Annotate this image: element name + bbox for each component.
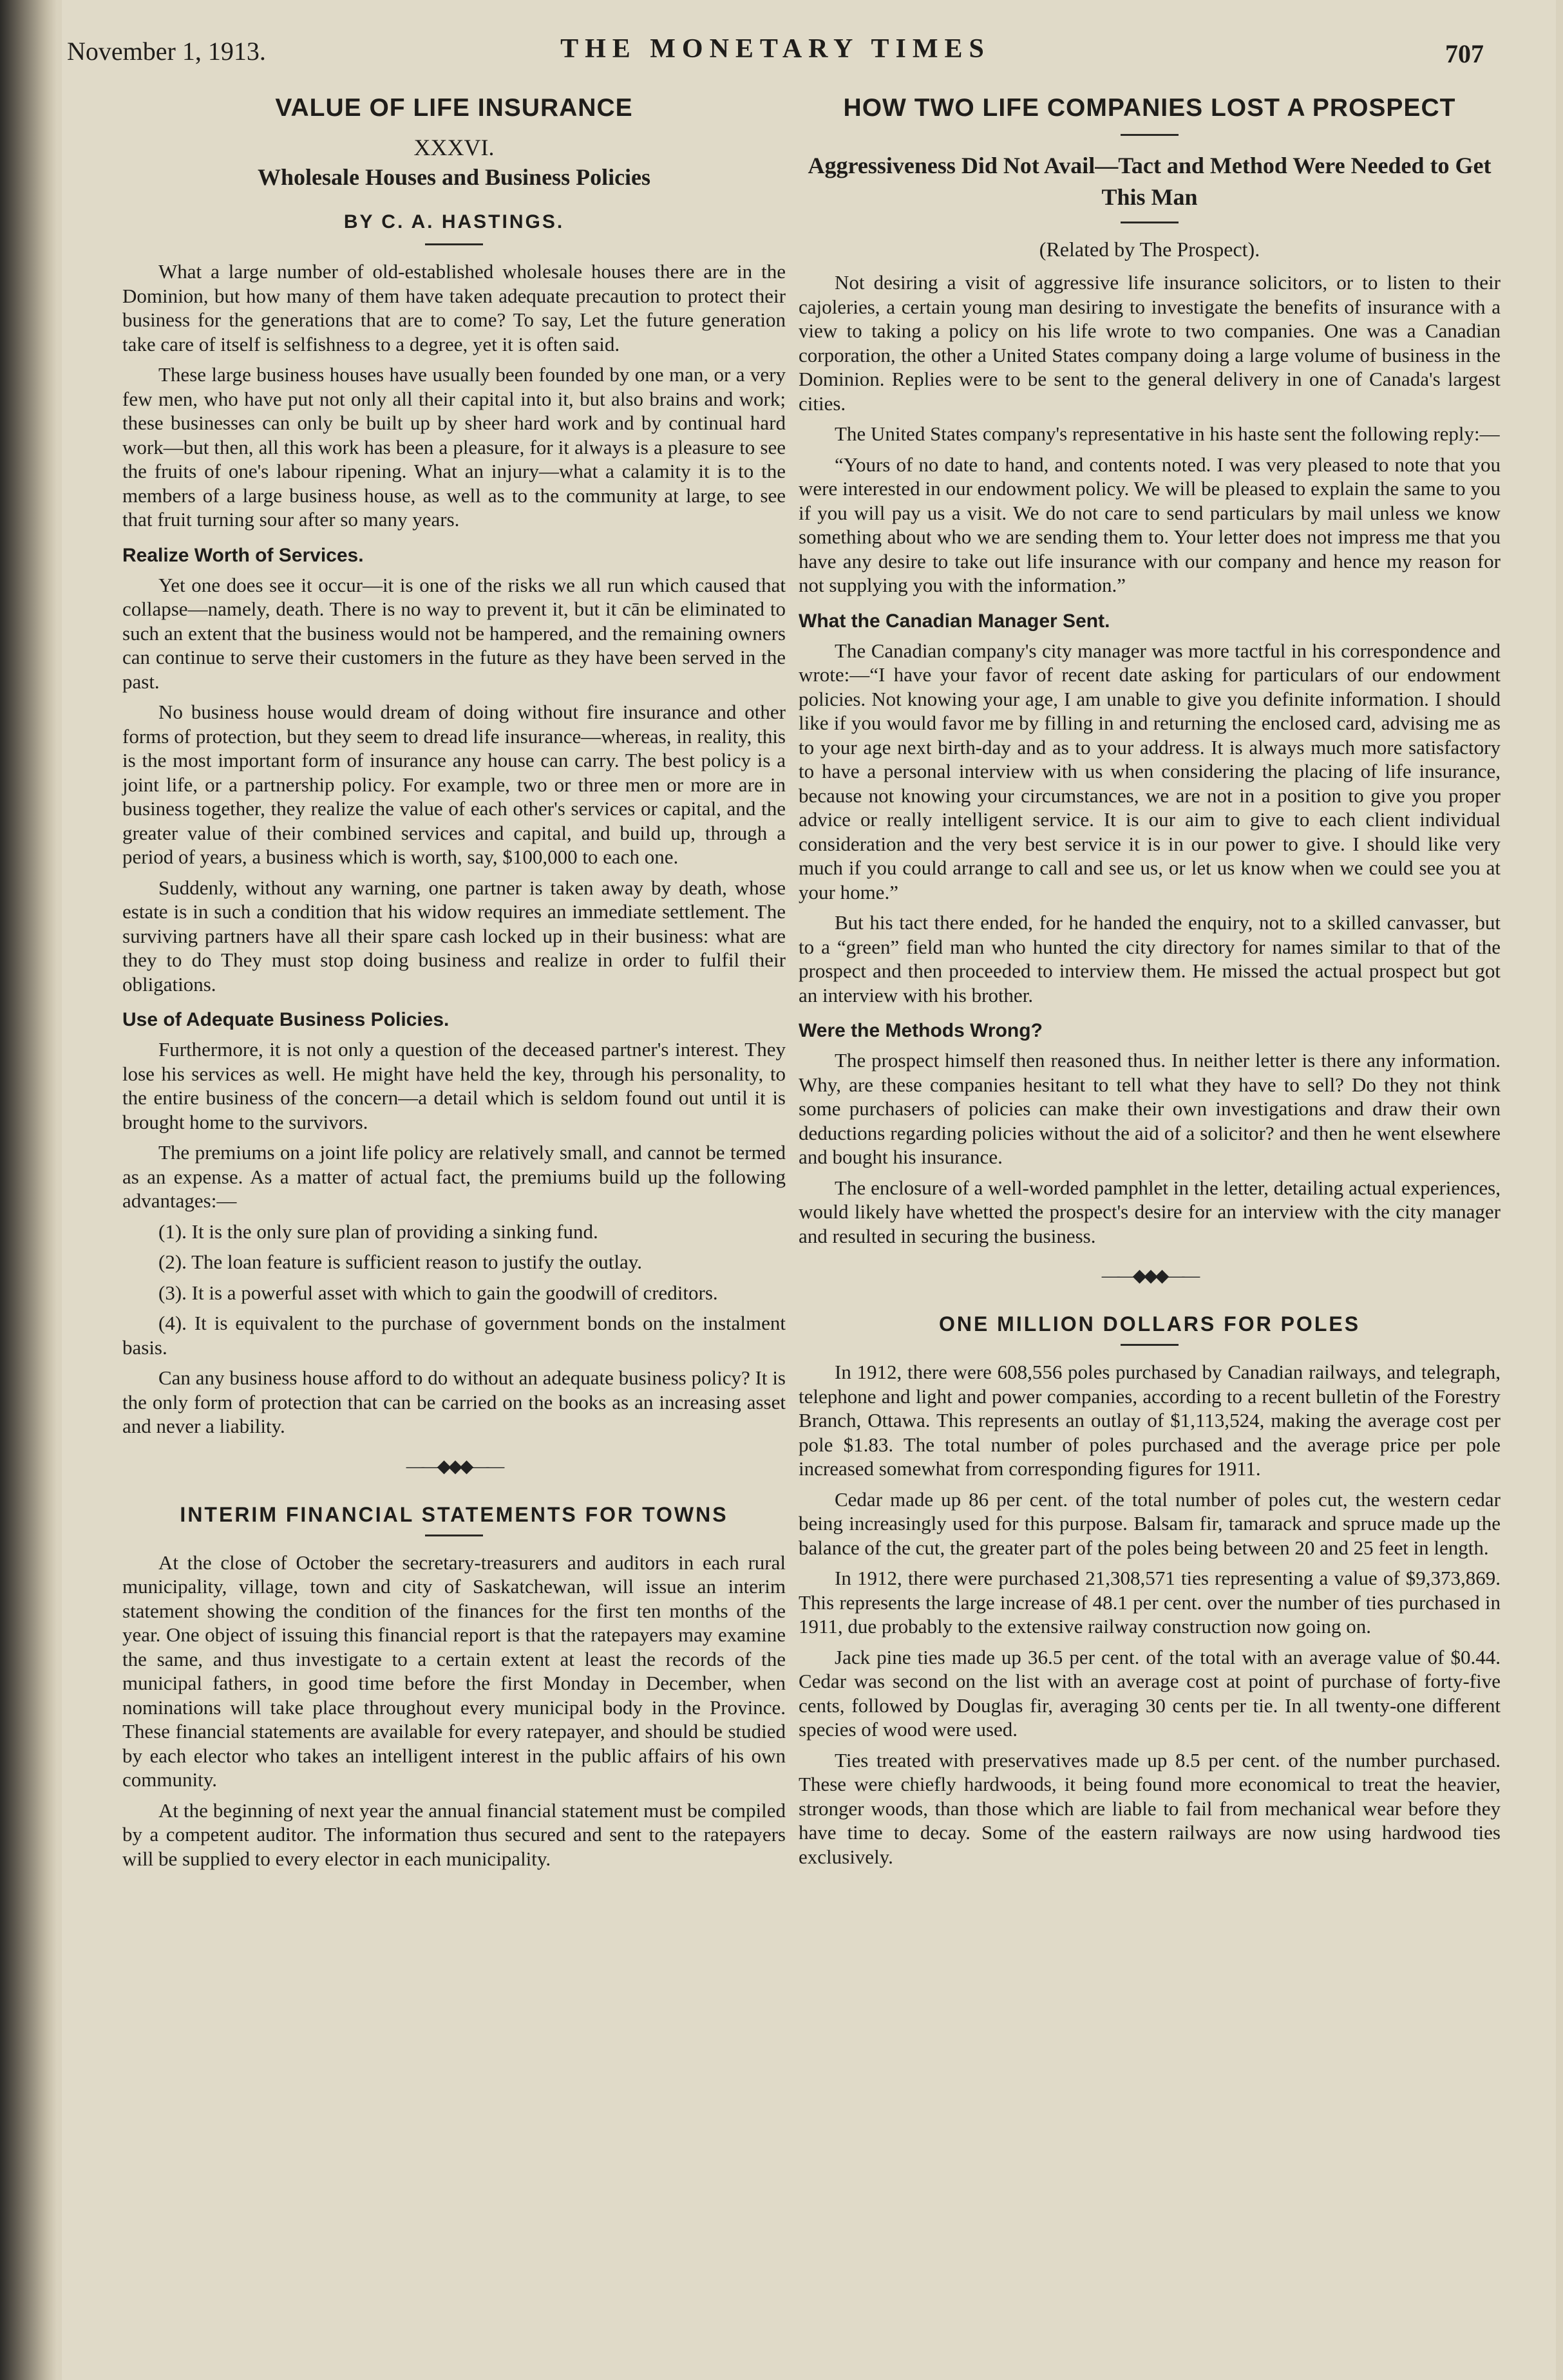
ornament-divider: ——◆◆◆—— [406,1456,502,1477]
paragraph: The Canadian company's city manager was more tactful in his correspondence and wrote:—“I have your favor of recent date asking for particulars of our endowment policies. Not knowing your age, I am unable to give you definite information. I should like if you would favor me by filling in and returning the enclosed card, advising me as to your age next birth-day and as to your address. It is always much more satisfactory to have a personal interview with us when considering the placing of life insurance, because not knowing your circumstances, we are not in a position to give you proper advice or really intelligent service. It is our aim to give to each client individual consideration and the very best service it is in our power to give. I should like very much if you could arrange to call and see us, or let us know when we could see you at your home.” [799,639,1501,903]
divider-rule [1121,1344,1179,1346]
divider-rule [425,1535,483,1536]
paragraph: The premiums on a joint life policy are relatively small, and cannot be termed as an expense. As a matter of actual fact, the premiums build up the following advantages:— [122,1141,786,1212]
article-subtitle: Wholesale Houses and Business Policies [257,164,651,190]
paragraph: Ties treated with preservatives made up 8.5 per cent. of the number purchased. These were chiefly hardwoods, it being found more economical to treat the heavier, stronger woods, than those which are liable to fail from mechanical wear before they have time to decay. Some of the eastern railways are now using hardwood ties exclusively. [799,1748,1501,1868]
paragraph: No business house would dream of doing without fire insurance and other forms of protection, but they seem to dread life insurance—whereas, in reality, this is the most important form of insurance any house can carry. The best policy is a joint life, or a partnership policy. For example, two or three men or more are in business together, they realize the value of each other's services or capital, and the greater value of their combined services and capital, and build up, through a period of years, a business which is worth, say, $100,000 to each one. [122,701,786,868]
section-subhead: Use of Adequate Business Policies. [122,1009,450,1030]
divider-rule [1121,134,1179,136]
issue-date: November 1, 1913. [67,37,266,66]
paragraph: Suddenly, without any warning, one partner is taken away by death, whose estate is in such a condition that his widow requires an immediate settlement. The surviving partners have all their spare cash locked up in their business: what are they to do They must stop doing business and realize in order to fulfil their obligations. [122,876,786,996]
paragraph: Not desiring a visit of aggressive life insurance solicitors, or to listen to their cajoleries, a certain young man desiring to investigate the benefits of insurance with a view to taking a policy on his life wrote to two companies. One was a Canadian corporation, the other a United States company doing a large volume of business in the Dominion. Replies were to be sent to the general delivery in one of Canada's largest cities. [799,271,1501,415]
paragraph: In 1912, there were 608,556 poles purchased by Canadian railways, and telegraph, telephone and light and power companies, according to a recent bulletin of the Forestry Branch, Ottawa. This represents an outlay of $1,113,524, making the average cost per pole $1.83. The total number of poles purchased and the average price per pole increased somewhat from corresponding figures for 1911. [799,1361,1501,1480]
article-deck: Aggressiveness Did Not Avail—Tact and Method Were Needed to Get This Man [808,153,1492,210]
article-interim-statements [122,1503,786,1871]
page-header [67,32,1484,71]
paragraph: In 1912, there were purchased 21,308,571 ties representing a value of $9,373,869. This represents the large increase of 48.1 per cent. over the number of ties purchased in 1911, due probably to the extensive railway construction now going on. [799,1567,1501,1638]
advantage-item: (4). It is equivalent to the purchase of government bonds on the instalment basis. [122,1312,786,1359]
paragraph: The enclosure of a well-worded pamphlet in the letter, detailing actual experiences, would likely have whetted the prospect's desire for an interview with the city manager and resulted in securing the business. [799,1176,1501,1247]
section-subhead: Were the Methods Wrong? [799,1020,1043,1042]
advantage-item: (1). It is the only sure plan of providing a sinking fund. [158,1220,598,1243]
paragraph: At the beginning of next year the annual financial statement must be compiled by a competent auditor. The information thus secured and sent to the ratepayers will be supplied to every elector in each municipality. [122,1799,786,1870]
article-two-life-companies [799,94,1501,1248]
binding-gutter [0,0,57,2380]
right-column [799,90,1501,1875]
article-title: ONE MILLION DOLLARS FOR POLES [938,1312,1361,1336]
byline: BY C. A. HASTINGS. [343,211,565,232]
page-number: 707 [1445,39,1484,68]
section-subhead: Realize Worth of Services. [122,544,364,566]
paragraph: Furthermore, it is not only a question of the deceased partner's interest. They lose his services as well. He might have held the key, through his personality, to the entire business of the concern—a detail which is seldom found out until it is brought home to the survivors. [122,1038,786,1133]
advantage-item: (3). It is a powerful asset with which to gain the goodwill of creditors. [158,1281,718,1304]
paragraph: Jack pine ties made up 36.5 per cent. of the total with an average value of $0.44. Cedar was second on the list with an average cost at point of purchase of forty-five cents, followed by Douglas fir, averaging 30 cents per tie. In all twenty-one different species of wood were used. [799,1645,1501,1741]
paragraph: These large business houses have usually been founded by one man, or a very few men, who have put not only all their capital into it, but also brains and work; these businesses can only be built up by sheer hard work and by continual hard work—but then, all this work has been a pleasure, for it always is a pleasure to see the fruits of one's labour ripening. What an injury—what a calamity it is to the members of a large business house, as well as to the community at large, to see that fruit turning sour after so many years. [122,363,786,531]
divider-rule [1121,222,1179,223]
article-title: INTERIM FINANCIAL STATEMENTS FOR TOWNS [180,1502,728,1526]
paragraph: At the close of October the secretary-treasurers and auditors in each rural municipality, village, town and city of Saskatchewan, will issue an interim statement showing the condition of the finances for the first ten months of the year. One object of issuing this financial report is that the ratepayers may examine the same, and thus investigate to a certain extent at least the records of the municipal fathers, in good time before the first Monday in December, when nominations will take place throughout every municipal body in the Province. These financial statements are available for every ratepayer, and should be studied by each elector who takes an intelligent interest in the public affairs of his own community. [122,1551,786,1791]
paragraph: Can any business house afford to do without an adequate business policy? It is the only form of protection that can be carried on the books as an increasing asset and never a liability. [122,1366,786,1437]
paragraph: But his tact there ended, for he handed the enquiry, not to a skilled canvasser, but to a “green” field man who hunted the city directory for names similar to that of the prospect and then proceeded to interview them. He missed the actual prospect but got an interview with his brother. [799,911,1501,1006]
advantage-item: (2). The loan feature is sufficient reason to justify the outlay. [158,1251,642,1273]
series-number: XXXVI. [413,135,495,160]
masthead: THE MONETARY TIMES [560,34,990,64]
article-title: HOW TWO LIFE COMPANIES LOST A PROSPECT [843,94,1456,122]
paragraph: What a large number of old-established wholesale houses there are in the Dominion, but how many of them have taken adequate precaution to protect their business for the generations that are to come? To say, Let the future generation take care of itself is selfishness to a degree, yet it is often said. [122,260,786,355]
ornament-divider: ——◆◆◆—— [1101,1266,1198,1287]
divider-rule [425,243,483,245]
paragraph: The United States company's representative in his haste sent the following reply:— [835,422,1500,446]
paragraph: Yet one does see it occur—it is one of the risks we all run which caused that collapse—namely, death. There is no way to prevent it, but it cān be eliminated to such an extent that the business would not be hampered, and the remaining owners can continue to serve their customers in the future as they have been served in the past. [122,573,786,693]
article-million-dollars-poles [799,1312,1501,1869]
attribution: (Related by The Prospect). [1039,238,1260,261]
paragraph: The prospect himself then reasoned thus. In neither letter is there any information. Why, are these companies hesitant to tell what they have to sell? Do they not think some purchasers of policies can make their own investigations and draw their own deductions regarding policies without the aid of a solicitor? and then he went elsewhere and bought his insurance. [799,1049,1501,1169]
article-title: VALUE OF LIFE INSURANCE [275,94,633,122]
left-column [122,90,786,1877]
article-value-of-life-insurance [122,94,786,1439]
paragraph: Cedar made up 86 per cent. of the total number of poles cut, the western cedar being increasingly used for this purpose. Balsam fir, tamarack and spruce made up the balance of the cut, the greater part of the poles being between 20 and 25 feet in length. [799,1488,1501,1559]
quoted-letter: “Yours of no date to hand, and contents noted. I was very pleased to note that you were interested in our endowment policy. We will be pleased to explain the same to you if you will pay us a visit. We do not care to send particulars by mail unless we know something about who we are sending them to. Your letter does not impress me that you have any desire to take out life insurance with our company and hence my reason for not supplying you with the information.” [799,453,1501,597]
section-subhead: What the Canadian Manager Sent. [799,610,1110,632]
